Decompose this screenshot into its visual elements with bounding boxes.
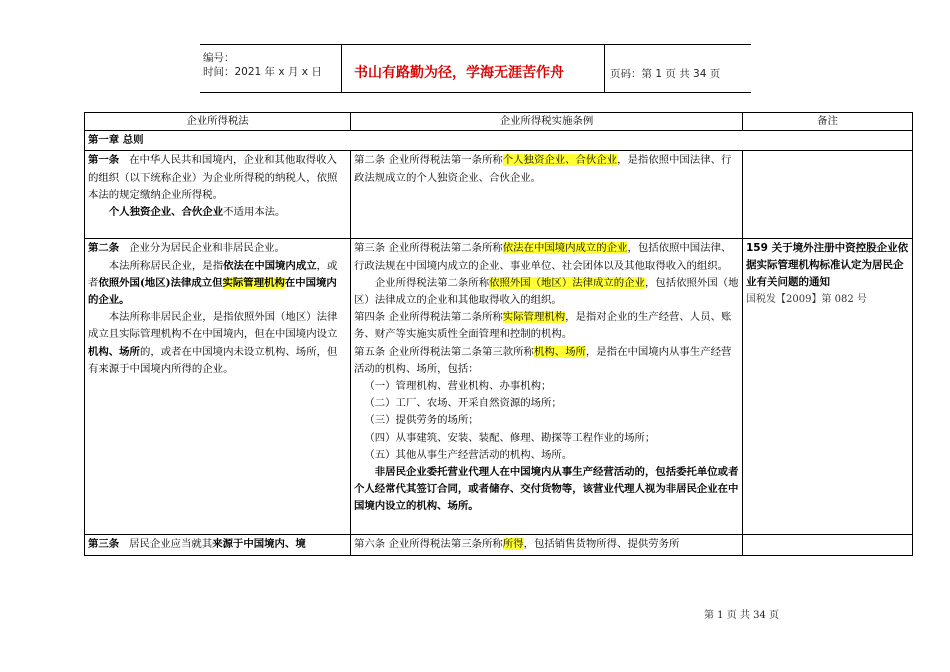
- notes-cell: [743, 239, 913, 535]
- law-cell: 第三条 居民企业应当就其来源于中国境内、境: [85, 535, 351, 555]
- table-header-row: [85, 113, 913, 131]
- note-doc-number: 国税发【2009】第 082 号: [746, 294, 867, 306]
- rules-cell: 第二条 企业所得税法第一条所称个人独资企业、合伙企业，是指依照中国法律、行政法规成立的个人独资企业、合伙企业。: [351, 151, 743, 239]
- bold-term: 个人独资企业、合伙企业: [108, 206, 224, 219]
- article-number: 第二条: [88, 242, 120, 255]
- highlighted-term: 个人独资企业、合伙企业: [502, 154, 618, 167]
- rules-cell: 第三条 企业所得税法第二条所称依法在中国境内成立的企业，包括依照中国法律、行政法规在中国境内成立的企业、事业单位、社会团体以及其他取得收入的组织。 企业所得税法第二条所称依照外国（地区）法律成立的企业，包括依照外国（地区）法律成立的企业和其他取得收入的组织。 第四条 企业所得税法第二条所称实际管理机构，是指对企业的生产经营、人员、账务、财产等实施实质性全面管理和控制的机构。 第五条 企业所得税法第二条第三款所称机构、场所，是指在中国境内从事生产经营活动的机构、场所，包括： （一）管理机构、营业机构、办事机构； （二）工厂、农场、开采自然资源的场所； （三）提供劳务的场所； （四）从事建筑、安装、装配、修理、勘探等工程作业的场所； （五）其他从事生产经营活动的机构、场所。 非居民企业委托营业代理人在中国境内从事生产经营活动的，包括委托单位或者个人经常代其签订合同，或者储存、交付货物等，该营业代理人视为非居民企业在中国境内设立的机构、场所。: [351, 239, 743, 535]
- bold-paragraph: 非居民企业委托营业代理人在中国境内从事生产经营活动的，包括委托单位或者个人经常代其签订合同，或者储存、交付货物等，该营业代理人视为非居民企业在中国境内设立的机构、场所。: [354, 466, 739, 513]
- highlighted-term: 所得: [502, 538, 524, 551]
- header-page-label: 页码：第 1 页 共 34 页: [610, 68, 721, 80]
- law-cell: 第二条 企业分为居民企业和非居民企业。 本法所称居民企业，是指依法在中国境内成立，或者依照外国(地区)法律成立但实际管理机构在中国境内的企业。 本法所称非居民企业，是指依照外国（地区）法律成立且实际管理机构不在中国境内，但在中国境内设立机构、场所的，或者在中国境内未设立机构、场所，但有来源于中国境内所得的企业。: [85, 239, 351, 535]
- highlighted-term: 实际管理机构: [502, 311, 566, 324]
- law-cell: 第一条 在中华人民共和国境内，企业和其他取得收入的组织（以下统称企业）为企业所得税的纳税人，依照本法的规定缴纳企业所得税。 个人独资企业、合伙企业不适用本法。: [85, 151, 351, 239]
- header-divider-right: [604, 44, 605, 92]
- header-motto: 书山有路勤为径，学海无涯苦作舟: [354, 65, 564, 81]
- header-top-rule: [200, 44, 751, 45]
- highlighted-term: 机构、场所: [533, 345, 586, 358]
- list-item: （二）工厂、农场、开采自然资源的场所；: [364, 397, 562, 410]
- list-item: （四）从事建筑、安装、装配、修理、勘探等工程作业的场所；: [364, 431, 656, 444]
- comparison-table: [84, 112, 913, 556]
- list-item: （三）提供劳务的场所；: [364, 414, 479, 427]
- table-row: [85, 151, 913, 239]
- highlighted-term: 依照外国（地区）法律成立的企业: [489, 276, 645, 289]
- highlighted-term: 实际管理机构: [222, 276, 285, 289]
- notes-cell: [743, 535, 913, 555]
- header-number-label: 编号：: [203, 52, 235, 64]
- notes-cell: [743, 151, 913, 239]
- article-number: 第一条: [88, 154, 120, 167]
- page-footer: 第 1 页 共 34 页: [704, 610, 779, 621]
- list-item: （五）其他从事生产经营活动的机构、场所。: [364, 448, 573, 461]
- col-header-rules: 企业所得税实施条例: [351, 113, 743, 131]
- list-item: （一）管理机构、营业机构、办事机构；: [364, 380, 552, 393]
- table-row: [85, 535, 913, 555]
- table-row: [85, 239, 913, 535]
- col-header-notes: 备注: [743, 113, 913, 131]
- col-header-law: 企业所得税法: [85, 113, 351, 131]
- chapter-title: 第一章 总则: [85, 131, 913, 151]
- highlighted-term: 依法在中国境内成立的企业: [502, 242, 628, 255]
- header-divider-left: [341, 44, 342, 92]
- rules-cell: 第六条 企业所得税法第三条所称所得，包括销售货物所得、提供劳务所: [351, 535, 743, 555]
- header-bottom-rule: [200, 92, 751, 93]
- note-title: 159 关于境外注册中资控股企业依据实际管理机构标准认定为居民企业有关问题的通知: [746, 242, 909, 289]
- article-number: 第三条: [88, 538, 120, 551]
- header-time-label: 时间：2021 年 x 月 x 日: [203, 66, 322, 78]
- chapter-row: [85, 131, 913, 151]
